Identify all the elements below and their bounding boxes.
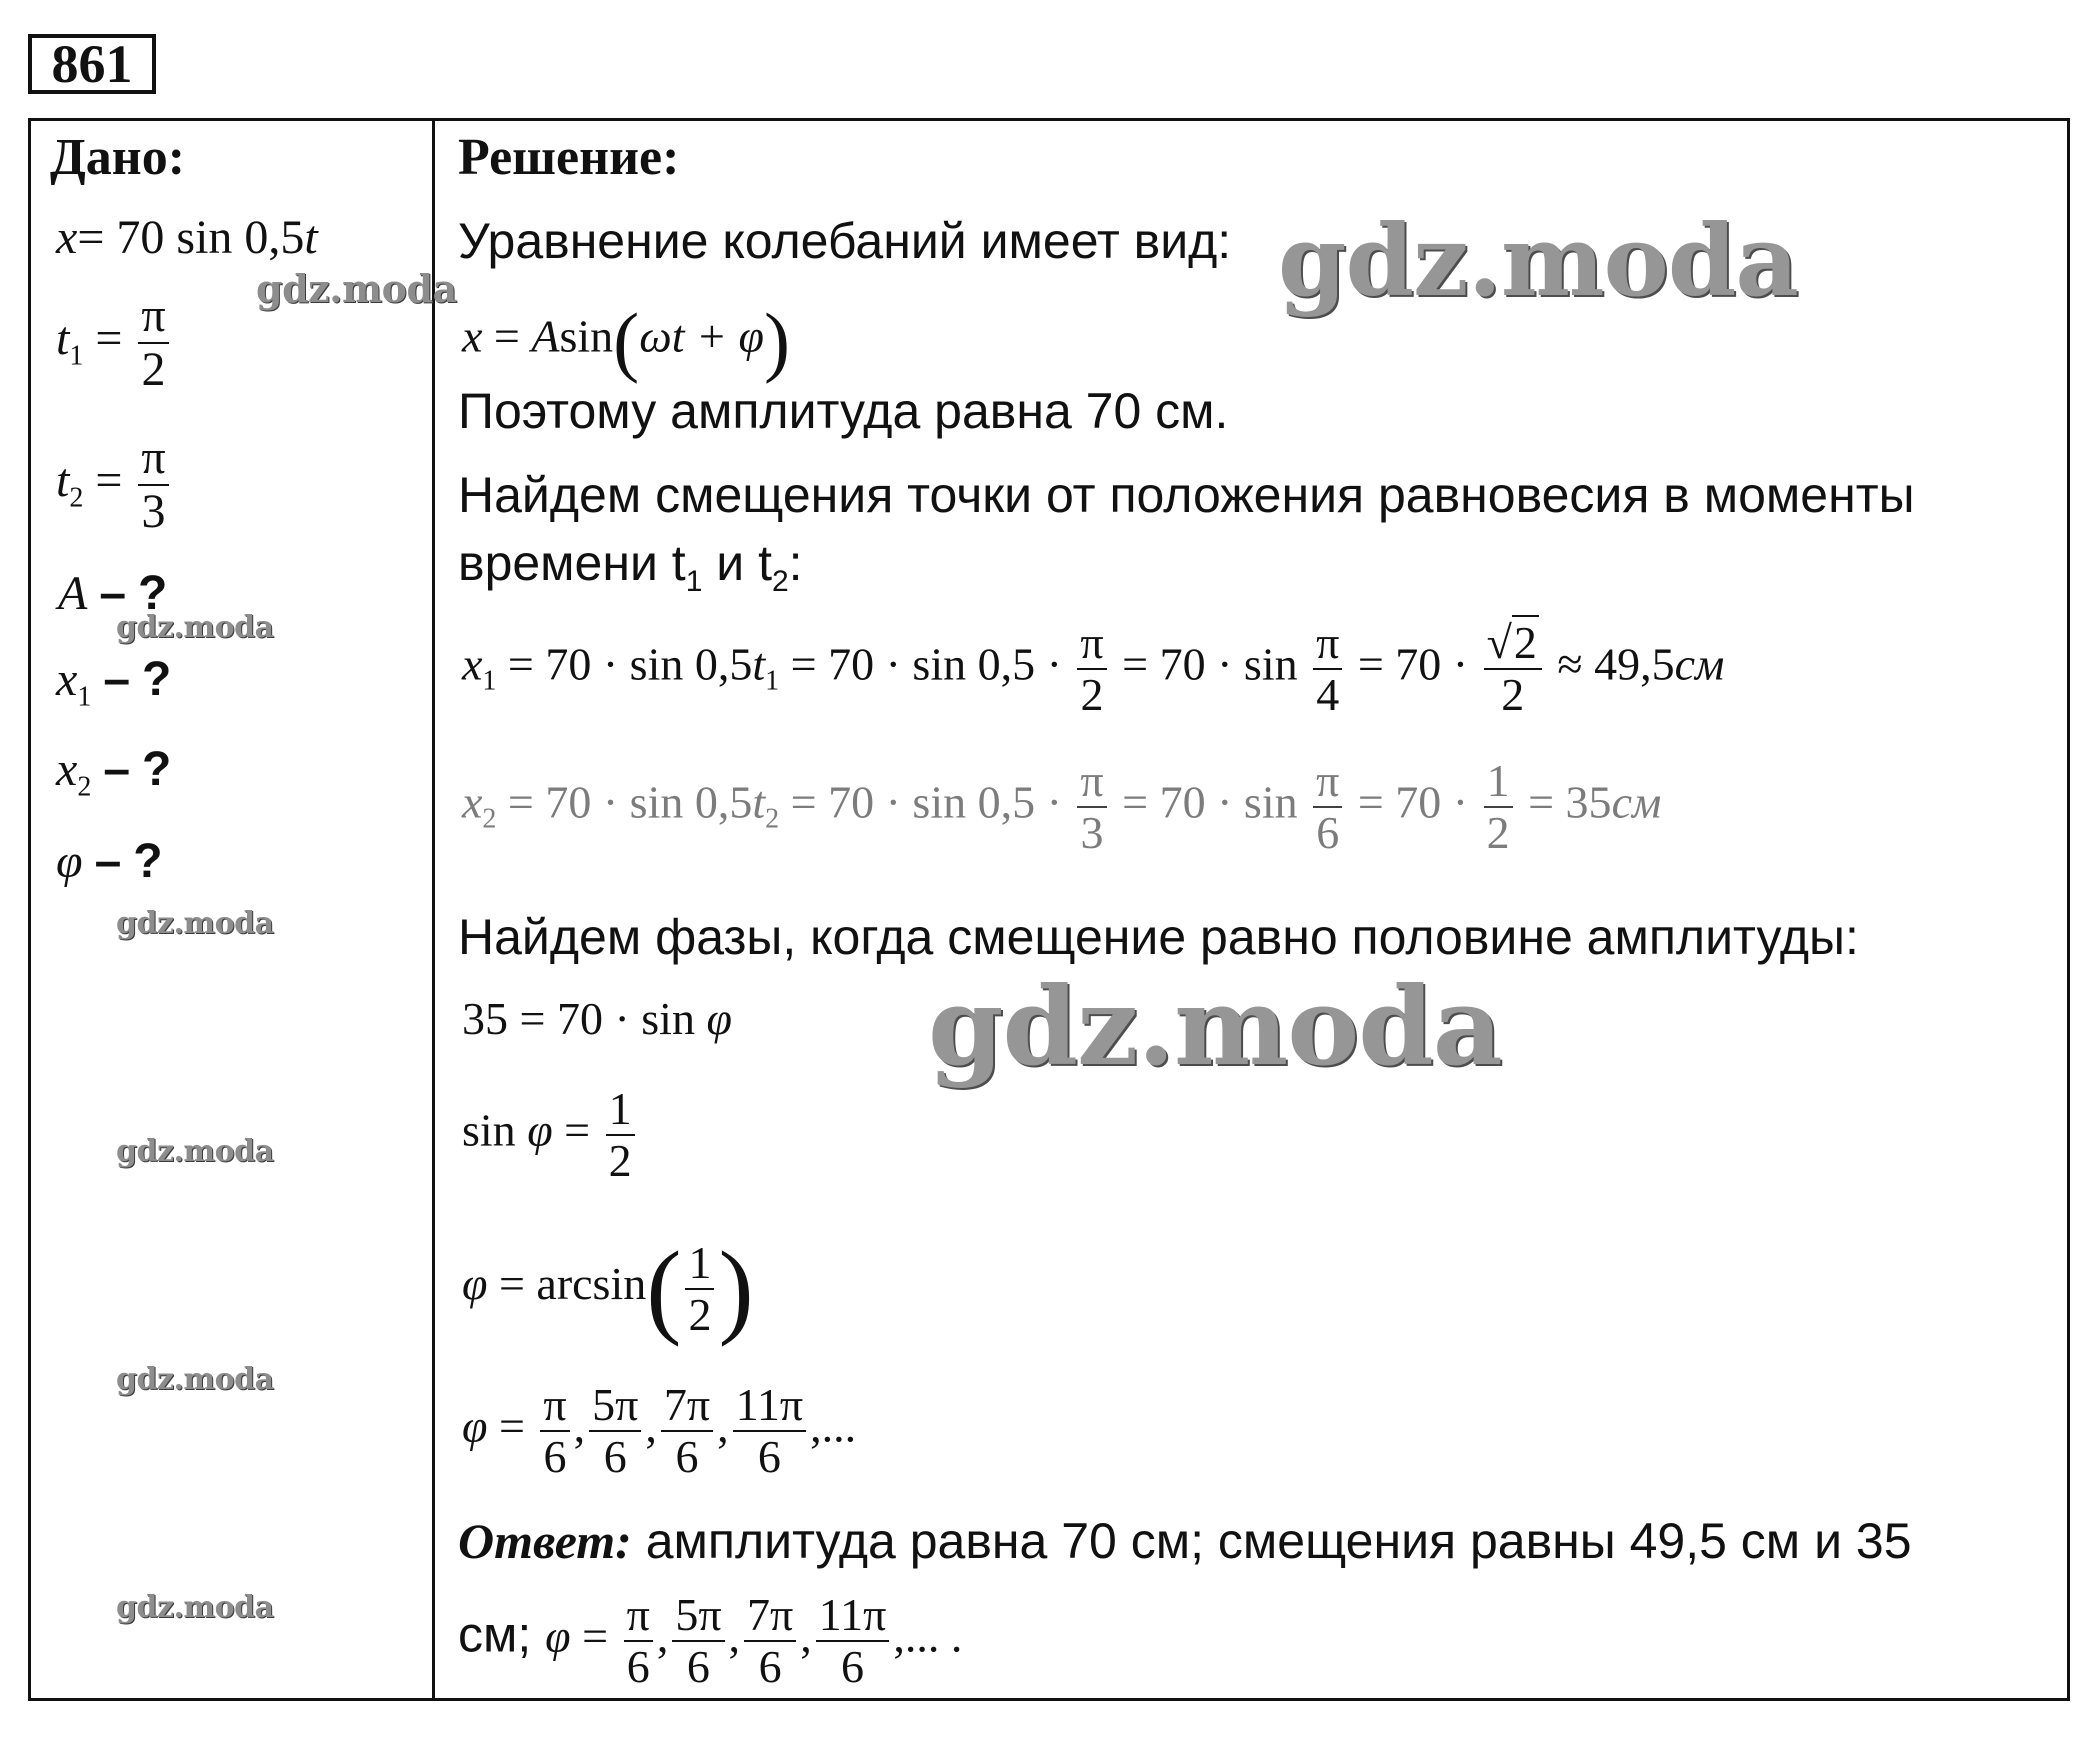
paragraph-phases: Найдем фазы, когда смещение равно половине амплитуды: — [458, 909, 1859, 965]
watermark-small: gdz.moda — [116, 610, 274, 645]
watermark-large-top: gdz.moda — [1278, 204, 1798, 319]
phase-equation-4: φ = $\frac{\pi}{6}$ , $\frac{5\pi}{6}$ , $\frac{7\pi}{6}$ , $\frac{11\pi}{6}$ ,... — [462, 1379, 857, 1482]
unknown-x2: $x_2$ – ? — [56, 743, 172, 803]
unknown-phase: φ – ? — [56, 835, 163, 888]
solution-heading: Решение: — [458, 129, 680, 186]
watermark-small: gdz.moda — [116, 1590, 274, 1625]
column-divider — [432, 118, 435, 1701]
given-heading: Дано: — [50, 129, 186, 186]
equation-x1: $x_1 = 70 \cdot \sin 0,5t_1 = 70 \cdot \sin 0,5$ · $\frac{\pi}{2}$ = 70 · sin $\frac{\pi}{4}$ = 70 · $\frac{√2}{2}$ ≈ 49,5см — [462, 617, 1725, 720]
equation-x2: $x_2 = 70 \cdot \sin 0,5t_2 = 70 \cdot \sin 0,5$ · $\frac{\pi}{3}$ = 70 · sin $\frac{\pi}{6}$ = 70 · $\frac{1}{2}$ = 35см — [462, 755, 1662, 858]
watermark-small: gdz.moda — [116, 1362, 274, 1397]
watermark-small: gdz.moda — [116, 906, 274, 941]
unknown-x1: $x_1$ – ? — [56, 653, 172, 713]
unknown-amplitude: A – ? — [58, 567, 168, 620]
given-t2: $t_2$ = $\frac{\pi}{3}$ — [56, 432, 173, 538]
phase-equation-2: sin φ = $\frac{1}{2}$ — [462, 1084, 639, 1185]
given-equation: x= 70 sin 0,5t — [56, 211, 318, 264]
answer-line-1: Ответ: амплитуда равна 70 см; смещения равны 49,5 см и 35 — [458, 1513, 1912, 1569]
watermark-small: gdz.moda — [256, 266, 457, 311]
paragraph-displacements-2: времени $t_1$ и $t_2$: — [458, 535, 803, 598]
general-equation: x = Asin(ωt + φ) — [462, 297, 791, 384]
phase-equation-3: φ = arcsin( $\frac{1}{2}$ ) — [462, 1230, 754, 1347]
problem-number: 861 — [28, 34, 156, 94]
phase-equation-1: 35 = 70 · sin φ — [462, 993, 732, 1044]
paragraph-amplitude: Поэтому амплитуда равна 70 см. — [458, 383, 1229, 439]
answer-line-2: см; φ = $\frac{\pi}{6}$ , $\frac{5\pi}{6}$ , $\frac{7\pi}{6}$ , $\frac{11\pi}{6}$ ,... . — [458, 1589, 963, 1692]
paragraph-equation-form: Уравнение колебаний имеет вид: — [458, 213, 1232, 269]
given-t1: $t_1$ = $\frac{\pi}{2}$ — [56, 290, 173, 396]
watermark-small: gdz.moda — [116, 1134, 274, 1169]
watermark-large-middle: gdz.moda — [928, 964, 1502, 1090]
paragraph-displacements-1: Найдем смещения точки от положения равновесия в моменты — [458, 467, 1915, 523]
